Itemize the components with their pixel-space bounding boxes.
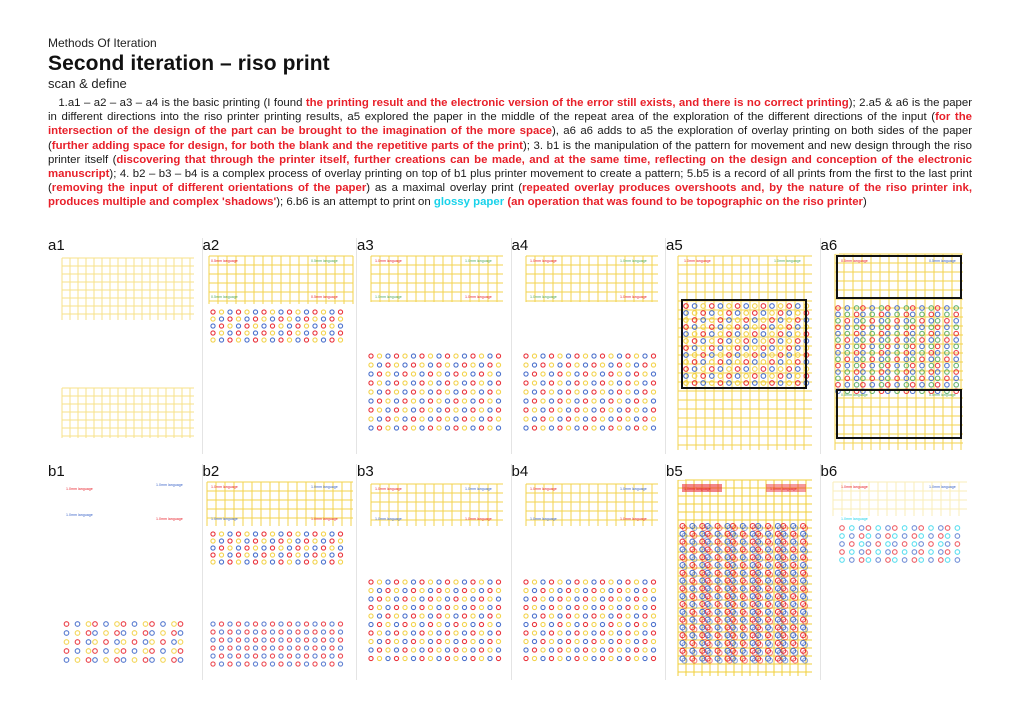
body-text-segment: ) as a maximal overlay print ( bbox=[366, 182, 522, 195]
print-scan-image bbox=[666, 238, 820, 454]
body-text-segment: ), a6 a6 adds to a5 the exploration of overlay printing on both sides of the paper ( bbox=[48, 125, 972, 152]
panel-label: b4 bbox=[511, 464, 529, 480]
print-language-label: 0.5mm language bbox=[310, 295, 338, 299]
print-language-label: 1.0mm language bbox=[375, 487, 402, 491]
print-language-label: 1.0mm language bbox=[66, 487, 93, 491]
highlight-text: discovering that through the printer itself, further creations can be made, and at the same time, reflecting on the design and conception of the electronic manuscript bbox=[48, 153, 972, 181]
print-panel-b4 bbox=[511, 464, 666, 680]
yellow-grid-pattern bbox=[62, 258, 194, 320]
print-panel-b6 bbox=[820, 464, 975, 680]
panel-label: b5 bbox=[666, 464, 683, 480]
print-language-label: 1.0mm language bbox=[840, 485, 868, 489]
circle-pattern bbox=[210, 310, 342, 342]
print-language-label: 1.0mm language bbox=[66, 513, 93, 517]
print-language-label: 1.0mm language bbox=[465, 295, 492, 299]
print-language-label: 1.0mm language bbox=[465, 487, 492, 491]
body-text-segment: 1.a1 – a2 – a3 – a4 is the basic printing (I found bbox=[48, 97, 306, 109]
print-panel-a2 bbox=[202, 238, 357, 454]
print-panel-a3 bbox=[356, 238, 511, 454]
print-language-label: 1.0mm language bbox=[210, 485, 238, 489]
highlight-cyan-text: glossy paper bbox=[433, 196, 505, 209]
print-panel-a5 bbox=[665, 238, 820, 454]
print-language-label: 0.5mm language bbox=[210, 295, 238, 299]
print-language-label: 0.5mm language bbox=[310, 259, 338, 263]
panel-label: a3 bbox=[357, 238, 374, 254]
circle-pattern bbox=[523, 354, 655, 430]
panel-label: b6 bbox=[820, 464, 838, 480]
print-language-label: 1.0mm language bbox=[465, 259, 492, 263]
print-language-label: 0.5mm language bbox=[840, 259, 868, 263]
circle-pattern bbox=[523, 580, 655, 661]
print-panel-b3 bbox=[356, 464, 511, 680]
highlight-text: repeated overlay produces overshoots and, by the nature of the riso printer ink, produces multiple and complex 'shadows' bbox=[48, 182, 972, 209]
print-language-label: 1.0mm language bbox=[774, 259, 801, 263]
print-language-label: 1.0mm language bbox=[619, 295, 647, 299]
page-subtitle: scan & define bbox=[48, 76, 127, 91]
print-panel-a6 bbox=[820, 238, 975, 454]
print-language-label: 1.0mm language bbox=[770, 487, 797, 491]
print-scan-image bbox=[821, 238, 975, 454]
print-panel-b5 bbox=[665, 464, 820, 680]
print-language-label: 1.0mm language bbox=[529, 517, 557, 521]
print-scan-image bbox=[512, 464, 666, 680]
highlight-text: the printing result and the electronic version of the error still exists, and there is no correct printing bbox=[305, 97, 849, 109]
print-language-label: 1.0mm language bbox=[928, 485, 956, 489]
print-panel-a1 bbox=[48, 238, 202, 454]
panel-label: a1 bbox=[48, 238, 65, 254]
print-language-label: 1.0mm language bbox=[310, 485, 338, 489]
print-language-label: 1.0mm language bbox=[310, 517, 338, 521]
page-title: Second iteration – riso print bbox=[48, 52, 330, 75]
body-text-segment: ); 6.b6 is an attempt to print on bbox=[276, 196, 434, 209]
circle-pattern bbox=[369, 354, 501, 430]
body-text-segment: ) bbox=[862, 196, 867, 209]
print-panel-b2 bbox=[202, 464, 357, 680]
highlight-text: (an operation that was found to be topographic on the riso printer bbox=[507, 196, 863, 209]
circle-pattern bbox=[369, 580, 501, 661]
highlight-text: for the intersection of the design of the part can be brought to the imagination of the more space bbox=[48, 111, 973, 138]
print-language-label: 1.0mm language bbox=[375, 517, 402, 521]
print-language-label: 1.0mm language bbox=[156, 483, 183, 487]
print-language-label: 1.0mm language bbox=[840, 517, 868, 521]
panel-label: a4 bbox=[511, 238, 529, 254]
circle-pattern bbox=[64, 622, 183, 663]
body-text-segment: ); 3. b1 is the manipulation of the pattern for movement and new design through the riso printer itself ( bbox=[48, 139, 972, 166]
print-language-label: 0.5mm language bbox=[928, 259, 956, 263]
print-panel-b1 bbox=[48, 464, 202, 680]
print-language-label: 1.0mm language bbox=[619, 487, 647, 491]
print-language-label: 0.5mm language bbox=[210, 259, 238, 263]
circle-pattern bbox=[210, 622, 342, 666]
print-language-label: 1.0mm language bbox=[684, 487, 711, 491]
print-language-label: 1.0mm language bbox=[465, 517, 492, 521]
print-panel-a4 bbox=[511, 238, 666, 454]
print-scan-image bbox=[357, 238, 511, 454]
print-scan-image bbox=[203, 238, 357, 454]
print-language-label: 1.0mm language bbox=[375, 259, 402, 263]
print-language-label: 1.0mm language bbox=[529, 259, 557, 263]
print-language-label: 1.0mm language bbox=[619, 517, 647, 521]
section-kicker: Methods Of Iteration bbox=[48, 36, 157, 50]
panel-label: b1 bbox=[48, 464, 65, 480]
print-scan-image bbox=[203, 464, 357, 680]
print-language-label: 1.0mm language bbox=[375, 295, 402, 299]
print-language-label: 1.0mm language bbox=[210, 517, 238, 521]
print-scan-image bbox=[357, 464, 511, 680]
row-a bbox=[48, 238, 974, 454]
print-language-label: 0.5mm language bbox=[840, 393, 868, 397]
print-language-label: 1.0mm language bbox=[684, 259, 711, 263]
panel-label: a6 bbox=[820, 238, 838, 254]
print-language-label: 0.5mm language bbox=[928, 393, 956, 397]
panel-label: b2 bbox=[202, 464, 220, 480]
highlight-text: further adding space for design, for both the blank and the repetitive parts of the print bbox=[51, 139, 523, 152]
body-text-segment: ); 4. b2 – b3 – b4 is a complex process of overlay printing on top of b1 plus printer movement to create a pattern; 5.b5 is a record of all prints from the first to the last print ( bbox=[48, 168, 972, 195]
print-language-label: 1.0mm language bbox=[156, 517, 183, 521]
panel-label: a2 bbox=[202, 238, 220, 254]
print-scan-image bbox=[48, 238, 202, 454]
print-language-label: 1.0mm language bbox=[529, 487, 557, 491]
print-grid bbox=[48, 238, 974, 680]
page-header bbox=[48, 36, 978, 91]
yellow-grid-pattern bbox=[62, 388, 194, 438]
print-language-label: 1.0mm language bbox=[619, 259, 647, 263]
highlight-frame bbox=[837, 390, 961, 438]
row-b bbox=[48, 464, 974, 680]
panel-label: b3 bbox=[357, 464, 374, 480]
highlight-text: removing the input of different orientations of the paper bbox=[51, 182, 367, 195]
print-scan-image bbox=[48, 464, 202, 680]
panel-label: a5 bbox=[666, 238, 683, 254]
print-scan-image bbox=[821, 464, 975, 680]
print-language-label: 1.0mm language bbox=[529, 295, 557, 299]
circle-pattern bbox=[839, 526, 959, 563]
print-scan-image bbox=[666, 464, 820, 680]
description-paragraph bbox=[48, 96, 972, 210]
body-text-segment: ); 2.a5 & a6 is the paper in different directions into the riso printer printing results, a5 explored the paper in the middle of the repeat area of the exploration of the different directions of the input ( bbox=[48, 97, 973, 124]
circle-pattern bbox=[210, 532, 342, 564]
print-scan-image bbox=[512, 238, 666, 454]
